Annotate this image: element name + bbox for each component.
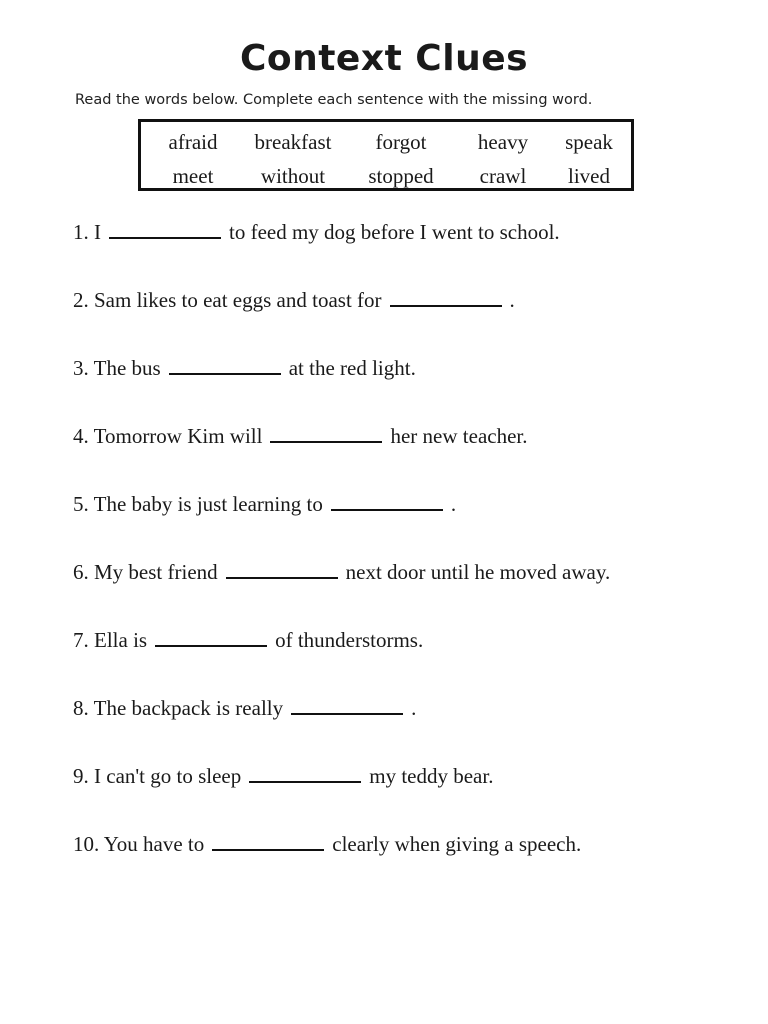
word-bank-row-2 (141, 162, 631, 192)
word-bank-word: heavy (477, 130, 529, 154)
question-3 (73, 354, 416, 382)
question-text-before: 2. Sam likes to eat eggs and toast for (73, 288, 382, 312)
question-1 (73, 218, 560, 246)
word-bank-word: meet (172, 164, 214, 188)
question-text-before: 5. The baby is just learning to (73, 492, 323, 516)
question-text-before: 7. Ella is (73, 628, 148, 652)
answer-blank[interactable] (270, 423, 382, 443)
question-text-before: 4. Tomorrow Kim will (73, 424, 263, 448)
question-text-after: . (411, 696, 417, 720)
answer-blank[interactable] (331, 491, 443, 511)
question-text-before: 8. The backpack is really (73, 696, 284, 720)
question-text-after: . (509, 288, 515, 312)
question-text-after: my teddy bear. (369, 764, 494, 788)
answer-blank[interactable] (291, 695, 403, 715)
answer-blank[interactable] (249, 763, 361, 783)
question-10 (73, 830, 581, 858)
question-text-before: 6. My best friend (73, 560, 218, 584)
question-4 (73, 422, 528, 450)
instructions: Read the words below. Complete each sentence with the missing word. (75, 92, 593, 108)
question-text-after: at the red light. (288, 356, 416, 380)
page-title: Context Clues (239, 38, 529, 79)
question-9 (73, 762, 493, 790)
word-bank-word: breakfast (254, 130, 332, 154)
question-text-before: 10. You have to (73, 832, 205, 856)
word-bank-word: crawl (479, 164, 527, 188)
answer-blank[interactable] (226, 559, 338, 579)
word-bank (138, 119, 634, 191)
question-6 (73, 558, 610, 586)
question-8 (73, 694, 416, 722)
answer-blank[interactable] (390, 287, 502, 307)
word-bank-word: speak (565, 130, 613, 154)
question-5 (73, 490, 456, 518)
word-bank-word: without (260, 164, 326, 188)
answer-blank[interactable] (169, 355, 281, 375)
answer-blank[interactable] (212, 831, 324, 851)
answer-blank[interactable] (109, 219, 221, 239)
question-text-after: . (450, 492, 457, 516)
word-bank-word: afraid (168, 130, 218, 154)
word-bank-row-1 (141, 128, 631, 158)
question-text-after: to feed my dog before I went to school. (229, 220, 560, 244)
question-text-after: her new teacher. (390, 424, 528, 448)
question-2 (73, 286, 515, 314)
word-bank-word: lived (568, 164, 610, 188)
question-text-before: 3. The bus (73, 356, 161, 380)
answer-blank[interactable] (155, 627, 267, 647)
word-bank-word: forgot (375, 130, 427, 154)
question-text-after: of thunderstorms. (275, 628, 424, 652)
question-7 (73, 626, 423, 654)
question-text-after: next door until he moved away. (345, 560, 611, 584)
question-text-before: 1. I (73, 220, 101, 244)
word-bank-word: stopped (368, 164, 434, 188)
question-text-before: 9. I can't go to sleep (73, 764, 242, 788)
question-text-after: clearly when giving a speech. (332, 832, 582, 856)
